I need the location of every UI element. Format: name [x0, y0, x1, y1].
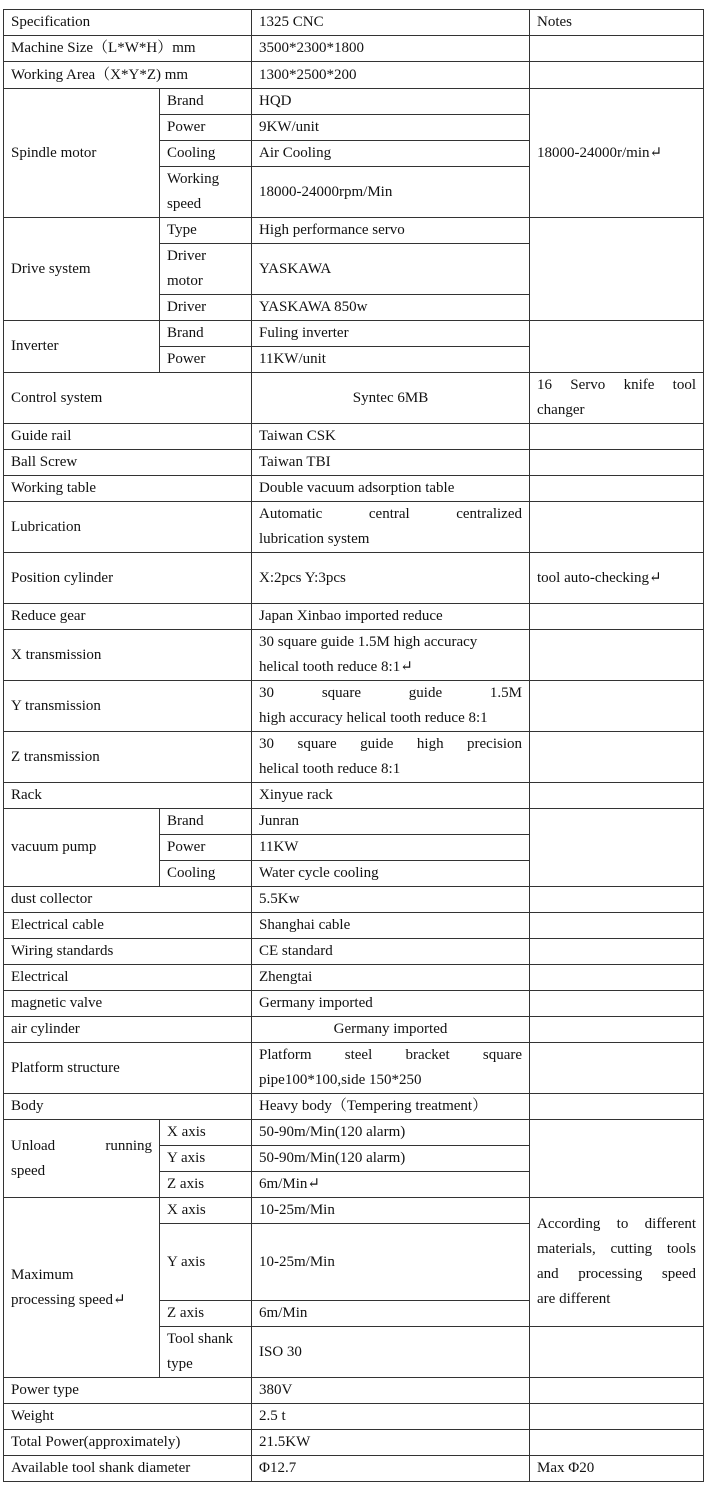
row-value — [252, 681, 530, 732]
row-note — [530, 630, 704, 681]
table-row — [4, 1120, 704, 1146]
table-row — [4, 630, 704, 681]
group-label-line: speed — [11, 1162, 46, 1179]
row-label: Platform structure — [4, 1043, 252, 1094]
row-label: Z transmission — [4, 732, 252, 783]
row-note — [530, 1404, 704, 1430]
sub-label-line: speed — [167, 196, 202, 212]
table-row — [4, 1198, 704, 1224]
sub-label — [160, 167, 252, 218]
row-label: Position cylinder — [4, 553, 252, 604]
group-label-line: processing speed↵ — [11, 1291, 126, 1308]
row-value: Syntec 6MB — [252, 373, 530, 424]
row-note — [530, 783, 704, 809]
row-value: 1300*2500*200 — [252, 62, 530, 89]
value-line: helical tooth reduce 8:1↵ — [259, 659, 413, 675]
value-line: Automatic central centralized — [259, 506, 523, 522]
sub-label: X axis — [160, 1120, 252, 1146]
note-line: 16 Servo knife tool — [537, 377, 697, 393]
table-row — [4, 373, 704, 424]
group-label-maxproc — [4, 1198, 160, 1378]
row-value — [252, 502, 530, 553]
row-note — [530, 36, 704, 62]
row-value: Zhengtai — [252, 965, 530, 991]
value-line: 30 square guide 1.5M — [259, 685, 523, 701]
row-value: Fuling inverter — [252, 321, 530, 347]
note-line: materials, cutting tools — [537, 1241, 697, 1257]
row-value: 9KW/unit — [252, 115, 530, 141]
group-label-unload — [4, 1120, 160, 1198]
row-note — [530, 1094, 704, 1120]
row-note — [530, 1378, 704, 1404]
row-note — [530, 809, 704, 887]
value-line: lubrication system — [259, 531, 370, 547]
row-note: Max Φ20 — [530, 1456, 704, 1482]
row-note — [530, 1043, 704, 1094]
sub-label: X axis — [160, 1198, 252, 1224]
sub-label-line: type — [167, 1356, 193, 1372]
row-note — [530, 502, 704, 553]
specification-table — [3, 9, 704, 1482]
row-value: 21.5KW — [252, 1430, 530, 1456]
note-line: are different — [537, 1291, 611, 1307]
table-row — [4, 604, 704, 630]
table-row — [4, 991, 704, 1017]
row-note — [530, 1198, 704, 1327]
sub-label: Power — [160, 835, 252, 861]
table-row — [4, 502, 704, 553]
row-label: Total Power(approximately) — [4, 1430, 252, 1456]
sub-label: Cooling — [160, 861, 252, 887]
row-label: dust collector — [4, 887, 252, 913]
row-label: Rack — [4, 783, 252, 809]
row-note: tool auto-checking↵ — [530, 553, 704, 604]
row-label: Guide rail — [4, 424, 252, 450]
row-note — [530, 62, 704, 89]
row-value: 3500*2300*1800 — [252, 36, 530, 62]
row-note — [530, 1017, 704, 1043]
row-value — [252, 1043, 530, 1094]
row-value: X:2pcs Y:3pcs — [252, 553, 530, 604]
table-row — [4, 89, 704, 115]
table-row — [4, 732, 704, 783]
row-value: 50-90m/Min(120 alarm) — [252, 1146, 530, 1172]
row-note — [530, 1327, 704, 1378]
group-label-spindle: Spindle motor — [4, 89, 160, 218]
row-label: magnetic valve — [4, 991, 252, 1017]
row-label: Electrical — [4, 965, 252, 991]
row-value: 18000-24000rpm/Min — [252, 167, 530, 218]
header-spec: Specification — [4, 10, 252, 36]
table-row — [4, 965, 704, 991]
value-line: 30 square guide high precision — [259, 736, 523, 752]
row-value: High performance servo — [252, 218, 530, 244]
row-value: Taiwan CSK — [252, 424, 530, 450]
row-label: Control system — [4, 373, 252, 424]
row-value — [252, 732, 530, 783]
table-row — [4, 218, 704, 244]
note-line: and processing speed — [537, 1266, 697, 1282]
row-value — [252, 630, 530, 681]
table-row — [4, 681, 704, 732]
row-label: Body — [4, 1094, 252, 1120]
row-label: Lubrication — [4, 502, 252, 553]
group-label-drive: Drive system — [4, 218, 160, 321]
row-value: Japan Xinbao imported reduce — [252, 604, 530, 630]
row-value: Shanghai cable — [252, 913, 530, 939]
row-value: Junran — [252, 809, 530, 835]
row-note — [530, 476, 704, 502]
row-label: X transmission — [4, 630, 252, 681]
row-label: Power type — [4, 1378, 252, 1404]
sub-label-line: Working — [167, 171, 220, 187]
row-label: Reduce gear — [4, 604, 252, 630]
table-row — [4, 783, 704, 809]
table-row — [4, 62, 704, 89]
row-note — [530, 373, 704, 424]
row-value: 5.5Kw — [252, 887, 530, 913]
row-value: Taiwan TBI — [252, 450, 530, 476]
group-label-vacuum: vacuum pump — [4, 809, 160, 887]
table-row — [4, 10, 704, 36]
row-value: Air Cooling — [252, 141, 530, 167]
table-row — [4, 1430, 704, 1456]
row-note — [530, 732, 704, 783]
sub-label: Power — [160, 115, 252, 141]
table-row — [4, 887, 704, 913]
row-value: 11KW/unit — [252, 347, 530, 373]
sub-label: Power — [160, 347, 252, 373]
row-label: Electrical cable — [4, 913, 252, 939]
table-row — [4, 321, 704, 347]
row-value: 6m/Min↵ — [252, 1172, 530, 1198]
value-line: helical tooth reduce 8:1 — [259, 761, 401, 777]
row-note — [530, 913, 704, 939]
row-note — [530, 1120, 704, 1198]
row-value: YASKAWA — [252, 244, 530, 295]
row-label: Weight — [4, 1404, 252, 1430]
row-value: Double vacuum adsorption table — [252, 476, 530, 502]
table-row — [4, 36, 704, 62]
row-value: HQD — [252, 89, 530, 115]
table-row — [4, 1456, 704, 1482]
row-label: Wiring standards — [4, 939, 252, 965]
row-note — [530, 887, 704, 913]
row-value: YASKAWA 850w — [252, 295, 530, 321]
row-label: Y transmission — [4, 681, 252, 732]
row-note — [530, 218, 704, 321]
row-value: 11KW — [252, 835, 530, 861]
row-value: Germany imported — [252, 1017, 530, 1043]
table-row — [4, 450, 704, 476]
sub-label: Z axis — [160, 1172, 252, 1198]
sub-label-line: Tool shank — [167, 1331, 234, 1347]
row-label: Machine Size（L*W*H）mm — [4, 36, 252, 62]
row-note — [530, 681, 704, 732]
row-label: air cylinder — [4, 1017, 252, 1043]
row-value: CE standard — [252, 939, 530, 965]
sub-label: Y axis — [160, 1224, 252, 1301]
row-value: Germany imported — [252, 991, 530, 1017]
sub-label: Brand — [160, 89, 252, 115]
note-line: According to different — [537, 1216, 697, 1232]
note-line: changer — [537, 402, 585, 418]
row-note — [530, 321, 704, 373]
group-label-inverter: Inverter — [4, 321, 160, 373]
row-value: Water cycle cooling — [252, 861, 530, 887]
row-note — [530, 450, 704, 476]
sub-label: Z axis — [160, 1301, 252, 1327]
table-row — [4, 424, 704, 450]
sub-label: Brand — [160, 809, 252, 835]
row-value: ISO 30 — [252, 1327, 530, 1378]
row-value: Xinyue rack — [252, 783, 530, 809]
row-note — [530, 424, 704, 450]
table-row — [4, 913, 704, 939]
group-label-line: Maximum — [11, 1266, 74, 1283]
header-notes: Notes — [530, 10, 704, 36]
table-row — [4, 939, 704, 965]
row-note — [530, 604, 704, 630]
row-value: 6m/Min — [252, 1301, 530, 1327]
sub-label: Driver — [160, 295, 252, 321]
value-line: pipe100*100,side 150*250 — [259, 1072, 422, 1088]
row-note: 18000-24000r/min↵ — [530, 89, 704, 218]
sub-label: Cooling — [160, 141, 252, 167]
table-row — [4, 476, 704, 502]
value-line: Platform steel bracket square — [259, 1047, 523, 1063]
row-value: 2.5 t — [252, 1404, 530, 1430]
row-value: 380V — [252, 1378, 530, 1404]
row-label: Available tool shank diameter — [4, 1456, 252, 1482]
row-note — [530, 939, 704, 965]
table-row — [4, 553, 704, 604]
row-label: Working Area（X*Y*Z) mm — [4, 62, 252, 89]
row-value: 50-90m/Min(120 alarm) — [252, 1120, 530, 1146]
sub-label-line: motor — [167, 273, 203, 289]
value-line: 30 square guide 1.5M high accuracy — [259, 634, 478, 650]
header-model: 1325 CNC — [252, 10, 530, 36]
table-row — [4, 1094, 704, 1120]
row-label: Ball Screw — [4, 450, 252, 476]
sub-label: Brand — [160, 321, 252, 347]
row-value: Heavy body（Tempering treatment） — [252, 1094, 530, 1120]
row-value: Φ12.7 — [252, 1456, 530, 1482]
row-note — [530, 965, 704, 991]
table-row — [4, 1017, 704, 1043]
table-row — [4, 1404, 704, 1430]
sub-label: Y axis — [160, 1146, 252, 1172]
row-value: 10-25m/Min — [252, 1224, 530, 1301]
row-label: Working table — [4, 476, 252, 502]
sub-label — [160, 244, 252, 295]
sub-label — [160, 1327, 252, 1378]
table-row — [4, 1378, 704, 1404]
sub-label: Type — [160, 218, 252, 244]
table-row — [4, 809, 704, 835]
table-row — [4, 1043, 704, 1094]
group-label-line: Unload running — [11, 1137, 152, 1154]
row-value: 10-25m/Min — [252, 1198, 530, 1224]
row-note — [530, 991, 704, 1017]
row-note — [530, 1430, 704, 1456]
sub-label-line: Driver — [167, 248, 207, 264]
value-line: high accuracy helical tooth reduce 8:1 — [259, 710, 488, 726]
